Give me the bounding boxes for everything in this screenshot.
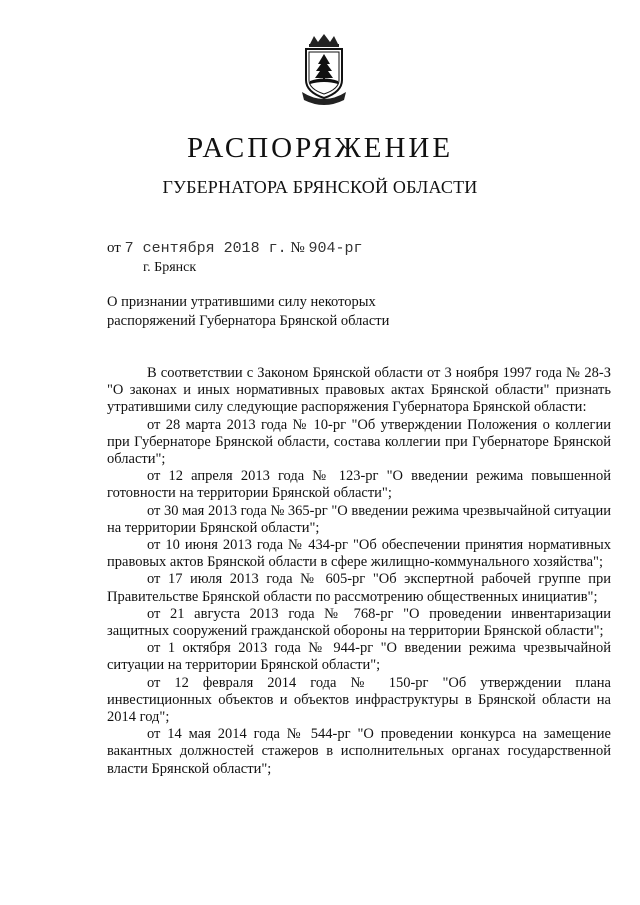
date-prefix: от — [107, 240, 121, 256]
document-subject — [107, 293, 407, 331]
subject-line: распоряжений Губернатора Брянской области — [107, 313, 390, 329]
document-date: 7 сентября 2018 г. — [124, 240, 287, 257]
registration-line — [107, 240, 362, 257]
number-sign: № — [290, 240, 305, 256]
document-body — [107, 365, 611, 778]
document-type-heading: РАСПОРЯЖЕНИЕ — [186, 132, 454, 164]
revoked-order-item: от 12 апреля 2013 года № 123-рг "О введении режима повышенной готовности на территории Брянской области"; — [107, 468, 611, 502]
revoked-order-item: от 1 октября 2013 года № 944-рг "О введении режима чрезвычайной ситуации на территории Брянской области"; — [107, 640, 611, 674]
revoked-order-item: от 14 мая 2014 года № 544-рг "О проведении конкурса на замещение вакантных должностей стажеров в исполнительных органах государственной власти Брянской области"; — [107, 726, 611, 777]
body-intro-paragraph: В соответствии с Законом Брянской области от 3 ноября 1997 года № 28-З "О законах и иных нормативных правовых актах Брянской области" признать утратившими силу следующие распоряжения Губернатора Брянской области: — [107, 365, 611, 416]
revoked-order-item: от 30 мая 2013 года № 365-рг "О введении режима чрезвычайной ситуации на территории Брянской области"; — [107, 502, 611, 536]
document-number: 904-рг — [308, 240, 363, 257]
document-issuer-heading: ГУБЕРНАТОРА БРЯНСКОЙ ОБЛАСТИ — [162, 177, 478, 197]
revoked-order-item: от 10 июня 2013 года № 434-рг "Об обеспечении принятия нормативных правовых актов Брянской области в сфере жилищно-коммунального хозяйства"; — [107, 537, 611, 571]
revoked-order-item: от 12 февраля 2014 года № 150-рг "Об утверждении плана инвестиционных объектов и объектов инфраструктуры в Брянской области на 2014 год"; — [107, 674, 611, 726]
coat-of-arms-icon — [298, 34, 350, 106]
subject-line: О признании утратившими силу некоторых — [107, 294, 376, 310]
revoked-order-item: от 28 марта 2013 года № 10-рг "Об утверждении Положения о коллегии при Губернаторе Брянской области, состава коллегии при Губернаторе Брянской области"; — [107, 416, 611, 468]
revoked-order-item: от 21 августа 2013 года № 768-рг "О проведении инвентаризации защитных сооружений гражданской обороны на территории Брянской области"; — [107, 605, 611, 640]
revoked-order-item: от 17 июля 2013 года № 605-рг "Об экспертной рабочей группе при Правительстве Брянской области по рассмотрению общественных инициатив"; — [107, 571, 611, 605]
issue-city: г. Брянск — [143, 260, 197, 275]
